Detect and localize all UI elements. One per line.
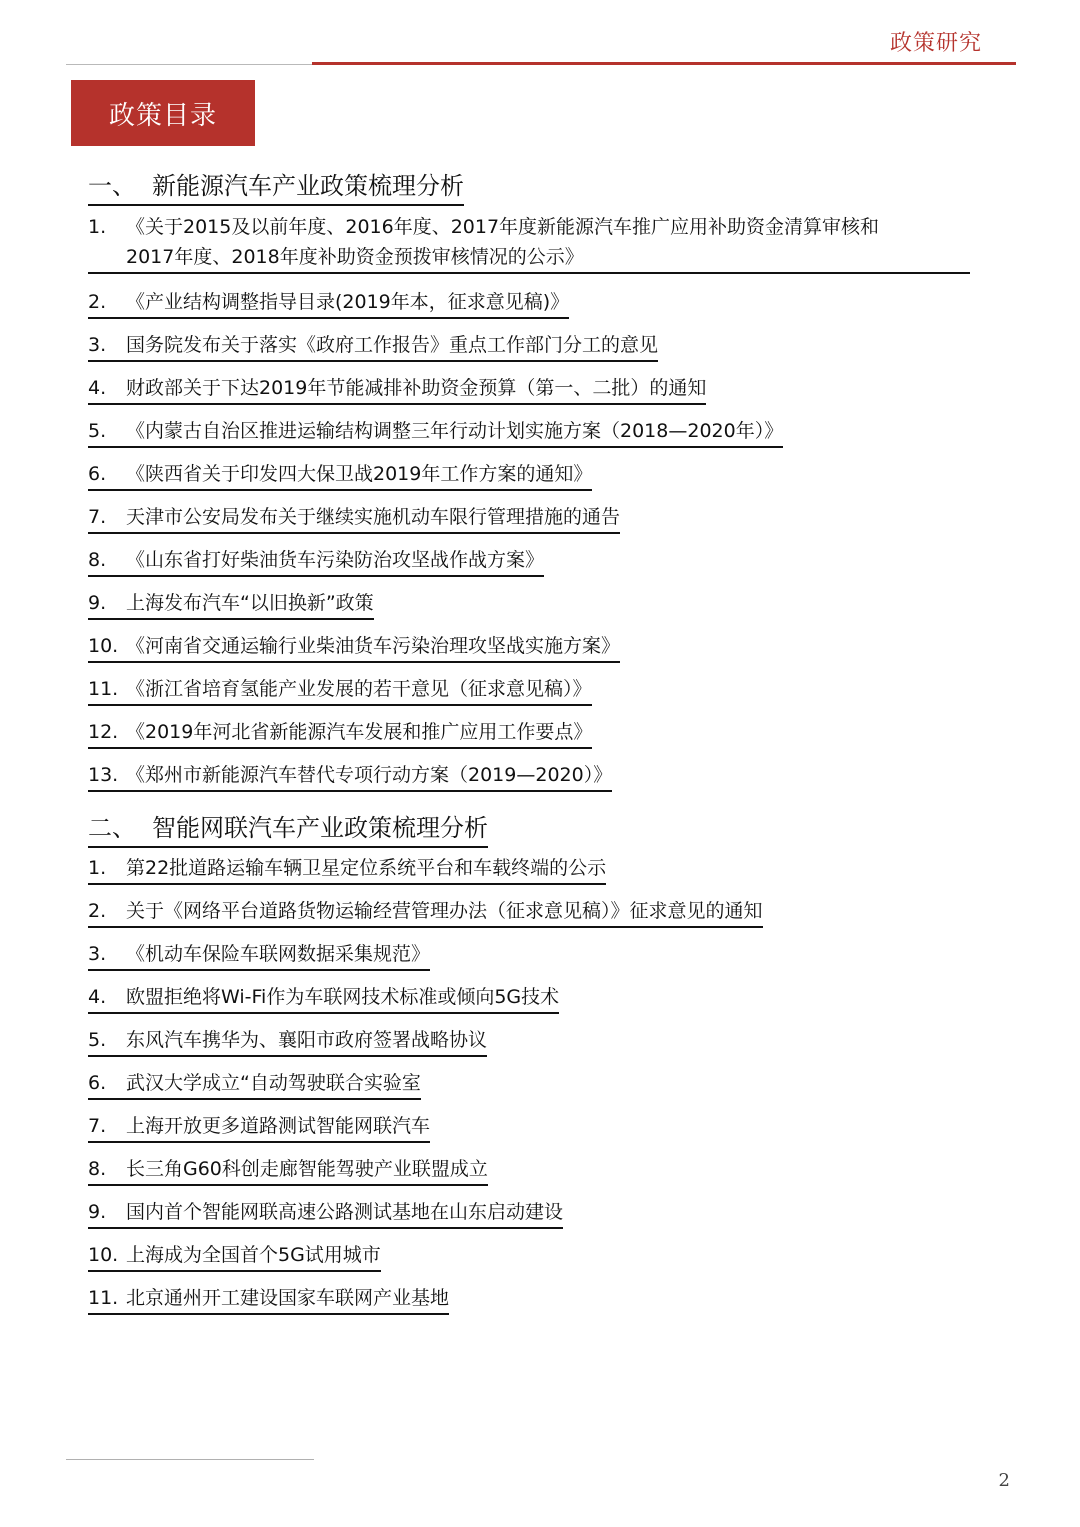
toc-item-text: 《产业结构调整指导目录(2019年本，征求意见稿)》 (126, 291, 570, 313)
toc-item[interactable] (88, 760, 612, 792)
toc-item[interactable] (88, 502, 620, 534)
toc-item[interactable] (88, 459, 592, 491)
toc-item-number: 4. (88, 377, 107, 399)
toc-item-text: 《陕西省关于印发四大保卫战2019年工作方案的通知》 (126, 463, 593, 485)
toc-item[interactable] (88, 1025, 487, 1057)
toc-item[interactable] (88, 287, 569, 319)
toc-item-number: 9. (88, 1201, 107, 1223)
toc-item-text: 《浙江省培育氢能产业发展的若干意见（征求意见稿）》 (126, 678, 592, 700)
toc-item[interactable] (88, 853, 606, 885)
toc-item-number: 11. (88, 678, 119, 700)
toc-item[interactable] (88, 330, 658, 362)
toc-item[interactable] (88, 939, 430, 971)
toc-item-number: 7. (88, 1115, 107, 1137)
toc-item-text: 《内蒙古自治区推进运输结构调整三年行动计划实施方案（2018—2020年）》 (126, 420, 784, 442)
toc-item-text: 关于《网络平台道路货物运输经营管理办法（征求意见稿）》征求意见的通知 (126, 900, 763, 922)
section-heading-number: 二、 (88, 814, 136, 842)
toc-item[interactable] (88, 631, 620, 663)
toc-item-text: 国务院发布关于落实《政府工作报告》重点工作部门分工的意见 (126, 334, 659, 356)
toc-item[interactable] (88, 717, 592, 749)
toc-item-text: 东风汽车携华为、襄阳市政府签署战略协议 (126, 1029, 488, 1051)
toc-item-number: 7. (88, 506, 107, 528)
toc-item-text: 《关于2015及以前年度、2016年度、2017年度新能源汽车推广应用补助资金清算审核和 (126, 216, 880, 238)
toc-item[interactable] (88, 545, 544, 577)
header-tag: 政策研究 (889, 31, 982, 56)
toc-item[interactable] (88, 1283, 449, 1315)
toc-item[interactable] (88, 1197, 563, 1229)
toc-item-number: 12. (88, 721, 119, 743)
toc-item-number: 1. (88, 216, 107, 238)
toc-item-text: 《河南省交通运输行业柴油货车污染治理攻坚战实施方案》 (126, 635, 621, 657)
toc-item-text: 北京通州开工建设国家车联网产业基地 (126, 1287, 450, 1309)
toc-item-text: 武汉大学成立“自动驾驶联合实验室 (126, 1072, 421, 1094)
toc-item-number: 1. (88, 857, 107, 879)
toc-item-number: 10. (88, 635, 119, 657)
toc-item[interactable] (88, 416, 783, 448)
toc-item-text: 长三角G60科创走廊智能驾驶产业联盟成立 (126, 1158, 488, 1180)
toc-item-text: 上海成为全国首个5G试用城市 (126, 1244, 381, 1266)
toc-item-number: 4. (88, 986, 107, 1008)
toc-item-number: 10. (88, 1244, 119, 1266)
section-title-box (71, 80, 255, 146)
section-heading-number: 一、 (88, 172, 136, 200)
toc-item-number: 13. (88, 764, 119, 786)
toc-item-text: 第22批道路运输车辆卫星定位系统平台和车载终端的公示 (126, 857, 607, 879)
toc-item[interactable] (88, 1068, 421, 1100)
toc-item-text-continued: 2017年度、2018年度补助资金预拨审核情况的公示》 (126, 246, 584, 268)
toc-item-text: 《机动车保险车联网数据采集规范》 (126, 943, 431, 965)
footer-rule (66, 1459, 314, 1460)
toc-item-number: 5. (88, 1029, 107, 1051)
toc-item-number: 2. (88, 291, 107, 313)
toc-item-number: 6. (88, 463, 107, 485)
toc-item-text: 《山东省打好柴油货车污染防治攻坚战作战方案》 (126, 549, 545, 571)
toc-item-number: 5. (88, 420, 107, 442)
section-heading-1[interactable] (88, 166, 464, 206)
toc-item-text: 财政部关于下达2019年节能减排补助资金预算（第一、二批）的通知 (126, 377, 707, 399)
toc-item-number: 11. (88, 1287, 119, 1309)
toc-item[interactable] (88, 1240, 381, 1272)
toc-item-number: 9. (88, 592, 107, 614)
header-accent-rule (312, 62, 1016, 65)
section-heading-text: 新能源汽车产业政策梳理分析 (152, 172, 464, 200)
toc-item-number: 2. (88, 900, 107, 922)
toc-item-text: 《郑州市新能源汽车替代专项行动方案（2019—2020）》 (126, 764, 613, 786)
toc-item-number: 8. (88, 549, 107, 571)
toc-item-text: 国内首个智能网联高速公路测试基地在山东启动建设 (126, 1201, 564, 1223)
toc-item[interactable] (88, 588, 374, 620)
toc-item-text: 《2019年河北省新能源汽车发展和推广应用工作要点》 (126, 721, 593, 743)
toc-item-text: 上海发布汽车“以旧换新”政策 (126, 592, 374, 614)
toc-item-number: 3. (88, 943, 107, 965)
section-title: 政策目录 (108, 100, 217, 131)
toc-item[interactable] (88, 896, 763, 928)
toc-item[interactable] (88, 373, 706, 405)
toc-item[interactable] (88, 212, 970, 274)
toc-item-number: 3. (88, 334, 107, 356)
toc-item[interactable] (88, 1111, 430, 1143)
toc-item-number: 6. (88, 1072, 107, 1094)
toc-item-text: 天津市公安局发布关于继续实施机动车限行管理措施的通告 (126, 506, 621, 528)
toc-item[interactable] (88, 1154, 488, 1186)
toc-item[interactable] (88, 674, 592, 706)
toc-item-text: 欧盟拒绝将Wi-Fi作为车联网技术标准或倾向5G技术 (126, 986, 560, 1008)
toc-item-number: 8. (88, 1158, 107, 1180)
page-number: 2 (998, 1470, 1010, 1491)
section-heading-2[interactable] (88, 808, 488, 848)
toc-item[interactable] (88, 982, 559, 1014)
toc-item-text: 上海开放更多道路测试智能网联汽车 (126, 1115, 431, 1137)
section-heading-text: 智能网联汽车产业政策梳理分析 (152, 814, 488, 842)
